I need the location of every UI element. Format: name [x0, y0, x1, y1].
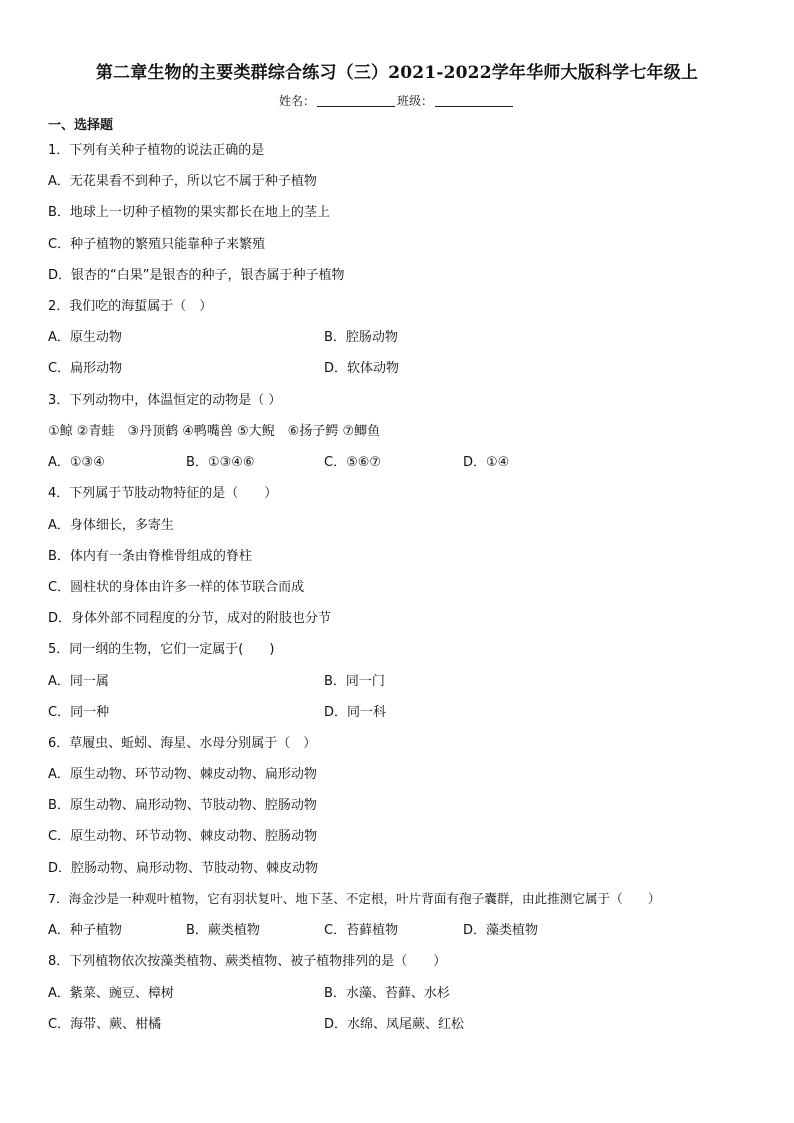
question-1-option-a: A．无花果看不到种子，所以它不属于种子植物 — [48, 174, 317, 189]
question-7-option-a: A．种子植物 — [48, 923, 122, 938]
section-heading: 一、选择题 — [48, 118, 114, 133]
question-2-option-d: D．软体动物 — [324, 361, 400, 376]
question-2-option-a: A．原生动物 — [48, 330, 122, 345]
class-label: 班级： — [397, 94, 434, 108]
question-1-stem: 1．下列有关种子植物的说法正确的是 — [48, 143, 265, 158]
question-7-option-b: B．蕨类植物 — [186, 923, 260, 938]
question-6-option-c: C．原生动物、环节动物、棘皮动物、腔肠动物 — [48, 829, 318, 844]
question-5-option-c: C．同一种 — [48, 705, 110, 720]
question-6-option-a: A．原生动物、环节动物、棘皮动物、扁形动物 — [48, 767, 317, 782]
question-6-option-d: D．腔肠动物、扁形动物、节肢动物、棘皮动物 — [48, 861, 319, 876]
question-3-items: ①鲸 ②青蛙 ③丹顶鹤 ④鸭嘴兽 ⑤大鲵 ⑥扬子鳄 ⑦鲫鱼 — [48, 424, 381, 439]
question-5-option-a: A．同一属 — [48, 674, 109, 689]
question-8-stem: 8．下列植物依次按藻类植物、蕨类植物、被子植物排列的是（ ） — [48, 954, 447, 969]
question-7-stem: 7．海金沙是一种观叶植物，它有羽状复叶、地下茎、不定根，叶片背面有孢子囊群，由此推测它属于（ ） — [48, 891, 661, 906]
question-8-option-d: D．水绵、凤尾蕨、红松 — [324, 1017, 465, 1032]
question-3-option-a: A．①③④ — [48, 455, 105, 470]
question-3-option-b: B．①③④⑥ — [186, 455, 255, 470]
question-2-stem: 2．我们吃的海蜇属于（ ） — [48, 299, 213, 314]
question-5-option-d: D．同一科 — [324, 705, 387, 720]
question-1-option-b: B．地球上一切种子植物的果实都长在地上的茎上 — [48, 205, 330, 220]
question-3-option-c: C．⑤⑥⑦ — [324, 455, 382, 470]
question-2-option-b: B．腔肠动物 — [324, 330, 398, 345]
question-3-option-d: D．①④ — [463, 455, 510, 470]
question-3-stem: 3．下列动物中，体温恒定的动物是（ ） — [48, 393, 282, 408]
name-blank[interactable] — [317, 94, 395, 107]
question-4-option-d: D．身体外部不同程度的分节，成对的附肢也分节 — [48, 611, 332, 626]
question-8-option-b: B．水藻、苔藓、水杉 — [324, 986, 450, 1001]
name-label: 姓名： — [278, 94, 315, 108]
question-8-option-c: C．海带、蕨、柑橘 — [48, 1017, 162, 1032]
question-2-option-c: C．扁形动物 — [48, 361, 123, 376]
question-1-option-d: D．银杏的“白果”是银杏的种子，银杏属于种子植物 — [48, 268, 345, 283]
name-class-line — [0, 92, 794, 109]
question-4-stem: 4．下列属于节肢动物特征的是（ ） — [48, 486, 278, 501]
question-8-option-a: A．紫菜、豌豆、樟树 — [48, 986, 174, 1001]
question-6-stem: 6．草履虫、蚯蚓、海星、水母分别属于（ ） — [48, 736, 317, 751]
question-7-option-d: D．藻类植物 — [463, 923, 539, 938]
question-5-stem: 5．同一纲的生物，它们一定属于( ) — [48, 642, 275, 657]
question-4-option-c: C．圆柱状的身体由许多一样的体节联合而成 — [48, 580, 305, 595]
question-4-option-a: A．身体细长，多寄生 — [48, 518, 174, 533]
question-1-option-c: C．种子植物的繁殖只能靠种子来繁殖 — [48, 237, 266, 252]
question-6-option-b: B．原生动物、扁形动物、节肢动物、腔肠动物 — [48, 798, 317, 813]
page-title: 第二章生物的主要类群综合练习（三）2021-2022学年华师大版科学七年级上 — [95, 63, 699, 83]
question-7-option-c: C．苔藓植物 — [324, 923, 399, 938]
question-4-option-b: B．体内有一条由脊椎骨组成的脊柱 — [48, 549, 252, 564]
class-blank[interactable] — [435, 94, 513, 107]
question-5-option-b: B．同一门 — [324, 674, 385, 689]
